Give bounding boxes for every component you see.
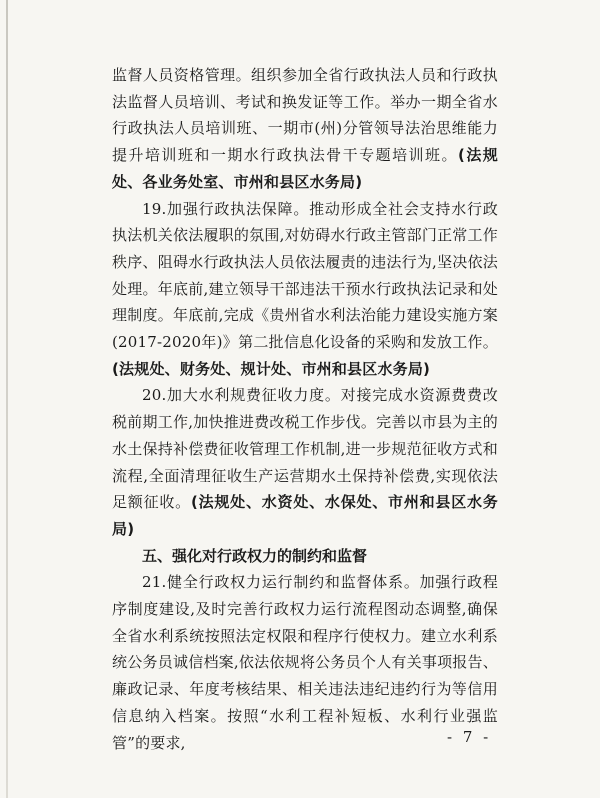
paragraph-19 <box>112 196 498 383</box>
paragraph-text: 19.加强行政执法保障。推动形成全社会支持水行政执法机关依法履职的氛围,对妨碍水行政主管部门正常工作秩序、阻碍水行政执法人员依法履责的违法行为,坚决依法处理。年底前,建立领导干部违法干预水行政执法记录和处理制度。年底前,完成《贵州省水利法治能力建设实施方案(2017-2020年)》第二批信息化设备的采购和发放工作。 <box>112 199 498 352</box>
paragraph-lead: 21.健全行政权力运行制约和监督体系。 <box>142 573 420 592</box>
responsible-units: (法规处、水资处、水保处、市州和县区水务局) <box>112 493 498 538</box>
section-heading: 五、强化对行政权力的制约和监督 <box>142 546 368 565</box>
scan-edge <box>6 0 8 798</box>
paragraph-18-continued <box>112 62 498 196</box>
paragraph-text: 20.加大水利规费征收力度。对接完成水资源费费改税前期工作,加快推进费改税工作步伐。完善以市县为主的水土保持补偿费征收管理工作机制,进一步规范征收方式和流程,全面清理征收生产运营期水土保持补偿费,实现依法足额征收。 <box>112 386 498 512</box>
paragraph-text: 加强行政程序制度建设,及时完善行政权力运行流程图动态调整,确保全省水利系统按照法定权限和程序行使权力。建立水利系统公务员诚信档案,依法依规将公务员个人有关事项报告、廉政记录、年度考核结果、相关违法违纪违约行为等信用信息纳入档案。按照“水利工程补短板、水利行业强监管”的要求, <box>112 573 498 752</box>
paragraph-20 <box>112 382 498 542</box>
responsible-units: (法规处、各业务处室、市州和县区水务局) <box>112 146 498 191</box>
paragraph-21 <box>112 569 498 756</box>
page-number: - 7 - <box>447 728 492 746</box>
paragraph-text: 监督人员资格管理。组织参加全省行政执法人员和行政执法监督人员培训、考试和换发证等工作。举办一期全省水行政执法人员培训班、一期市(州)分管领导法治思维能力提升培训班和一期水行政执法骨干专题培训班。 <box>112 66 498 165</box>
document-body <box>112 62 498 756</box>
responsible-units: (法规处、财务处、规计处、市州和县区水务局) <box>112 359 431 378</box>
